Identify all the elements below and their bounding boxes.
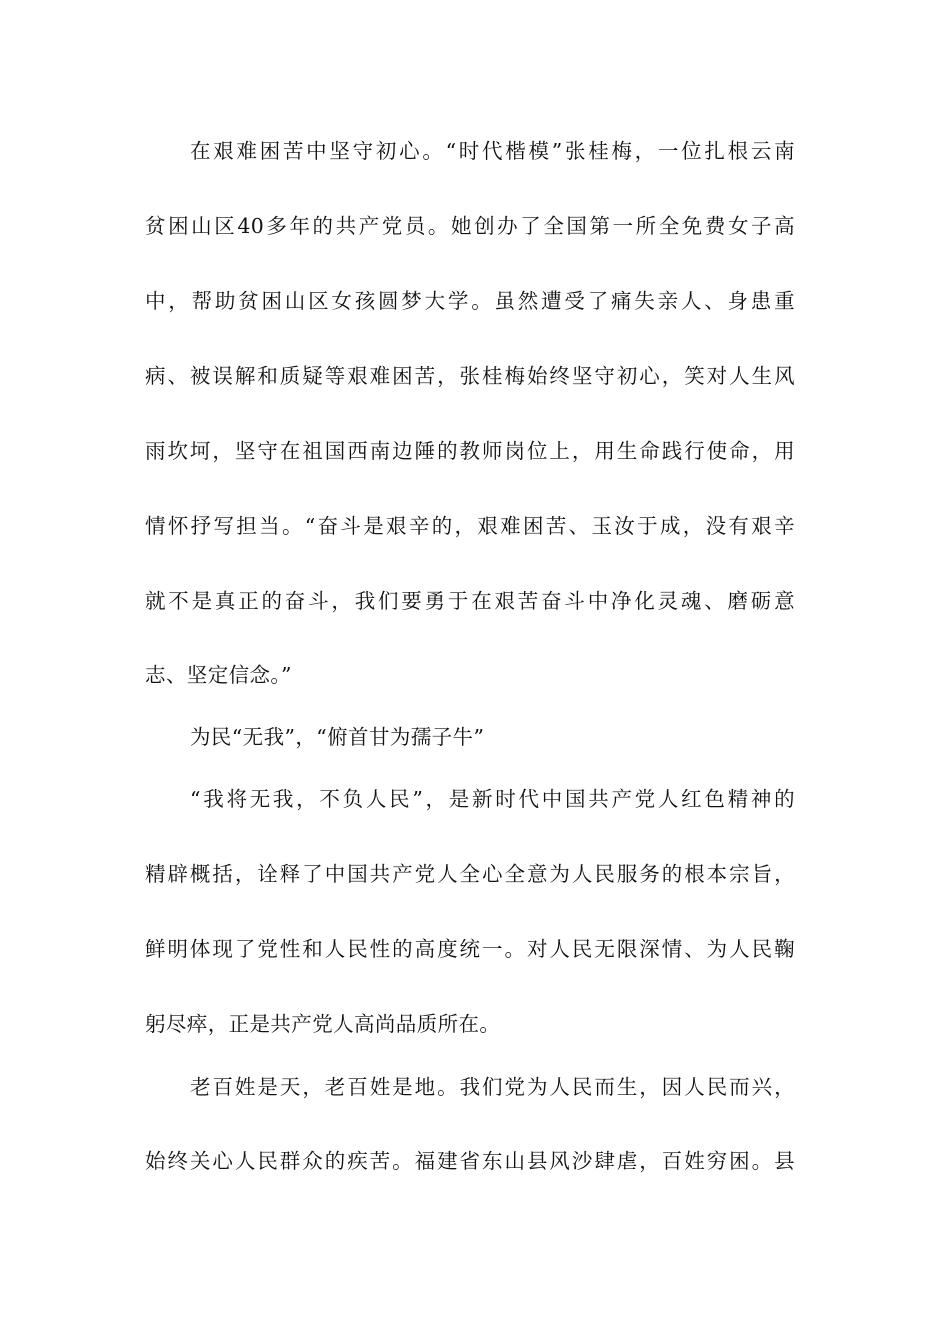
paragraph-1-line-4: 病、被误解和质疑等艰难困苦，张桂梅始终坚守初心，笑对人生风 [145,364,795,388]
paragraph-2-line-2: 精辟概括，诠释了中国共产党人全心全意为人民服务的根本宗旨， [145,862,795,886]
paragraph-2-line-3: 鲜明体现了党性和人民性的高度统一。对人民无限深情、为人民鞠 [145,937,795,961]
paragraph-3-line-1: 老百姓是天，老百姓是地。我们党为人民而生，因人民而兴， [190,1075,795,1099]
paragraph-2-line-1: “我将无我，不负人民”，是新时代中国共产党人红色精神的 [190,787,795,811]
paragraph-3-line-2: 始终关心人民群众的疾苦。福建省东山县风沙肆虐，百姓穷困。县 [145,1149,795,1173]
section-heading: 为民“无我”，“俯首甘为孺子牛” [190,725,485,749]
paragraph-1-line-6: 情怀抒写担当。“奋斗是艰辛的，艰难困苦、玉汝于成，没有艰辛 [145,514,795,538]
paragraph-1-line-3: 中，帮助贫困山区女孩圆梦大学。虽然遭受了痛失亲人、身患重 [145,289,795,313]
paragraph-2-line-4: 躬尽瘁，正是共产党人高尚品质所在。 [145,1012,501,1036]
paragraph-1-line-8: 志、坚定信念。” [145,663,292,687]
paragraph-1-line-1: 在艰难困苦中坚守初心。“时代楷模”张桂梅，一位扎根云南 [190,139,795,163]
paragraph-1-line-5: 雨坎坷，坚守在祖国西南边陲的教师岗位上，用生命践行使命，用 [145,439,795,463]
paragraph-1-line-7: 就不是真正的奋斗，我们要勇于在艰苦奋斗中净化灵魂、磨砺意 [145,589,795,613]
paragraph-1-line-2: 贫困山区40多年的共产党员。她创办了全国第一所全免费女子高 [145,214,795,238]
